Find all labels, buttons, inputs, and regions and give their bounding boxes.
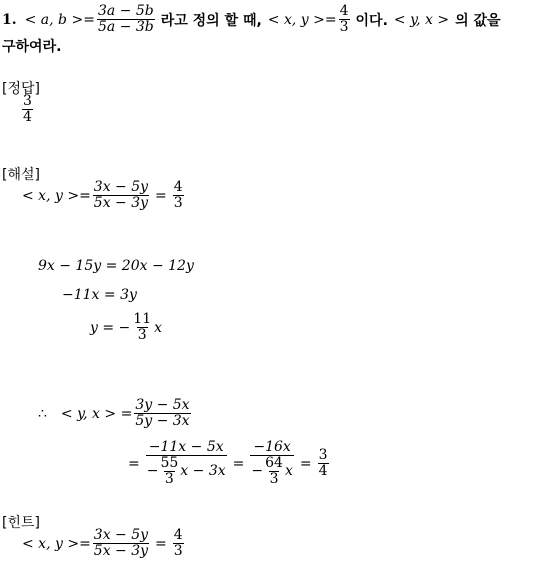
problem-statement [2, 4, 501, 35]
answer-value [20, 94, 35, 125]
final-fraction [134, 398, 190, 429]
step3-denominator: 3 [137, 327, 147, 343]
final2-den-frac-numerator: 55 [160, 455, 179, 471]
xy-lhs: < x, y >= [267, 11, 337, 28]
final-denominator: 5y − 3x [135, 413, 190, 429]
final2-den-rest: x − 3x [180, 463, 226, 479]
hint-rhs-fraction [173, 528, 184, 559]
final3-fraction [250, 440, 293, 487]
hint-rhs-denominator: 3 [173, 543, 183, 559]
def-fraction [97, 4, 155, 35]
final3-den-rest: x [284, 463, 293, 479]
step3-numerator: 11 [133, 311, 152, 327]
solution-step-1: 9x − 15y = 20x − 12y [38, 258, 194, 274]
answer-fraction [22, 94, 33, 125]
solution-eq1 [22, 180, 186, 211]
hint-rhs-numerator: 4 [173, 527, 183, 543]
final3-den-frac-numerator: 64 [265, 455, 283, 471]
hint-fraction [93, 528, 149, 559]
step3-fraction [132, 312, 152, 343]
eq1-rhs-denominator: 3 [173, 195, 183, 211]
answer-numerator: 3 [23, 93, 32, 109]
final-result-fraction [318, 448, 329, 479]
hint-equation [22, 528, 186, 559]
step3-lhs: y = − [90, 319, 131, 336]
eq1-denominator: 5x − 3y [93, 195, 149, 211]
final3-den-frac-denominator: 3 [269, 471, 279, 487]
yx-lhs: < y, x > [393, 11, 450, 28]
final-result-numerator: 3 [318, 447, 328, 463]
xy-denominator: 3 [339, 19, 349, 35]
therefore-symbol: ∴ [38, 405, 47, 422]
hint-lhs: < x, y >= [22, 535, 91, 552]
hint-label: [힌트] [2, 515, 40, 531]
final3-denominator [250, 455, 293, 487]
final-result-denominator: 4 [318, 463, 328, 479]
problem-line-2: 구하여라. [2, 39, 62, 55]
solution-step-3 [90, 312, 162, 343]
final2-den-frac-denominator: 3 [164, 471, 174, 487]
solution-final-2 [128, 440, 331, 487]
problem-text-1: 라고 정의 할 때, [160, 12, 262, 29]
final2-den-minus: − [146, 463, 159, 479]
final-numerator: 3y − 5x [135, 397, 190, 413]
def-numerator: 3a − 5b [97, 3, 154, 19]
xy-numerator: 4 [339, 3, 349, 19]
solution-label: [해설] [2, 167, 40, 183]
final2-den-fraction [159, 456, 179, 487]
eq1-numerator: 3x − 5y [93, 179, 149, 195]
xy-fraction [339, 4, 350, 35]
hint-numerator: 3x − 5y [93, 527, 149, 543]
solution-step-2: −11x = 3y [62, 287, 137, 303]
final3-numerator: −16x [253, 439, 291, 455]
hint-denominator: 5x − 3y [93, 543, 149, 559]
step3-x: x [154, 319, 163, 336]
eq1-rhs-fraction [173, 180, 184, 211]
eq1-rhs-numerator: 4 [173, 179, 183, 195]
def-denominator: 5a − 3b [97, 19, 154, 35]
problem-number: 1. [2, 11, 17, 28]
final-lhs: < y, x > = [60, 405, 133, 422]
eq1-lhs: < x, y >= [22, 187, 91, 204]
hint-equals: = [155, 535, 167, 552]
def-lhs: < a, b >= [24, 11, 95, 28]
answer-label: [정답] [2, 81, 40, 97]
solution-final-1 [38, 398, 193, 429]
final3-den-minus: − [251, 463, 264, 479]
final2-equals-2: = [232, 455, 245, 472]
final2-fraction [146, 440, 227, 487]
final3-den-fraction [264, 456, 284, 487]
final2-equals: = [128, 455, 140, 472]
problem-text-2: 이다. [355, 12, 388, 29]
eq1-fraction [93, 180, 149, 211]
eq1-equals: = [155, 187, 167, 204]
final2-numerator: −11x − 5x [148, 439, 224, 455]
final2-denominator [146, 455, 227, 487]
final3-equals: = [299, 455, 312, 472]
answer-denominator: 4 [23, 109, 32, 125]
problem-text-3: 의 값을 [455, 12, 501, 29]
